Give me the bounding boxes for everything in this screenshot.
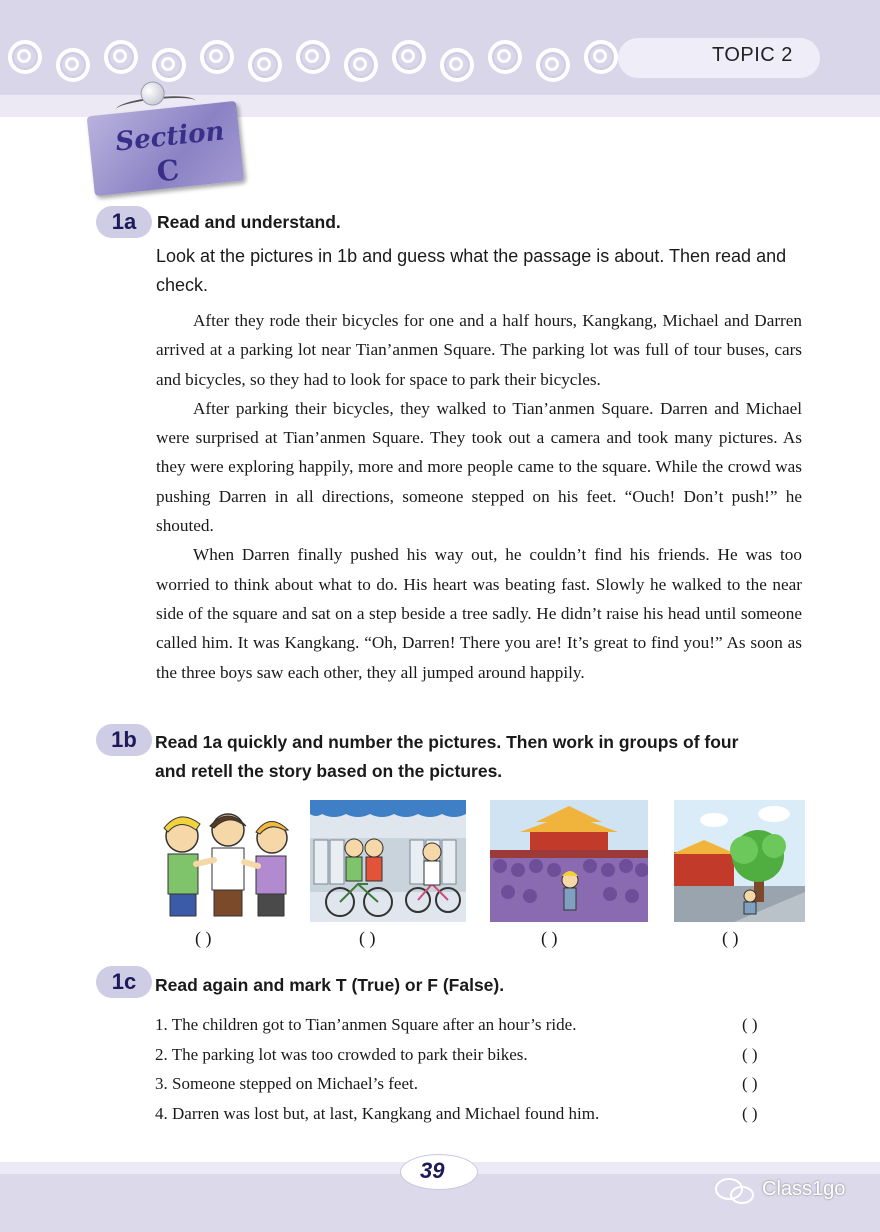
passage-paragraph-2: After parking their bicycles, they walked to Tian’anmen Square. Darren and Michael were surprised at Tian’anmen Square. They took out a camera and took many pictures. As they were exploring happily, more and more people came to the square. While the crowd was pushing Darren in all directions, someone stepped on his feet. “Ouch! Don’t push!” he shouted.	[156, 398, 802, 536]
picture-blank-3[interactable]: ( )	[541, 928, 558, 948]
reading-passage	[156, 306, 802, 687]
answer-blank[interactable]: ( )	[742, 1103, 758, 1123]
answer-blank[interactable]: ( )	[742, 1015, 758, 1034]
picture-blank-2[interactable]: ( )	[359, 928, 376, 948]
sign-board	[87, 101, 245, 196]
picture-parking-lot	[310, 800, 466, 922]
picture-blank-1[interactable]: ( )	[195, 928, 212, 948]
exercise-title-1a: Read and understand.	[157, 212, 341, 232]
section-sign	[85, 88, 254, 200]
answer-blank[interactable]: ( )	[742, 1044, 758, 1064]
exercise-badge-1c: 1c	[96, 966, 152, 998]
exercise-instruction-1a: Look at the pictures in 1b and guess what the passage is about. Then read and check.	[156, 246, 787, 295]
answer-blank[interactable]: ( )	[742, 1074, 758, 1093]
list-item	[155, 1069, 795, 1099]
picture-blank-4[interactable]: ( )	[722, 928, 739, 948]
statement-text: 4. Darren was lost but, at last, Kangkang and Michael found him.	[155, 1103, 600, 1123]
list-item	[155, 1099, 795, 1129]
section-word: Section	[113, 116, 226, 158]
topic-label: TOPIC 2	[712, 44, 793, 66]
list-item	[155, 1040, 795, 1070]
exercise-badge-1b: 1b	[96, 724, 152, 756]
chat-bubble-icon	[714, 1176, 756, 1206]
picture-tiananmen-crowd	[490, 800, 648, 922]
page-number: 39	[420, 1158, 445, 1183]
exercise-title-1b-line1: Read 1a quickly and number the pictures. Then work in groups of four	[155, 732, 739, 752]
passage-paragraph-1: After they rode their bicycles for one and a half hours, Kangkang, Michael and Darren arrived at a parking lot near Tian’anmen Square. The parking lot was full of tour buses, cars and bicycles, so they had to look for space to park their bicycles.	[156, 311, 802, 389]
true-false-list	[155, 1010, 795, 1128]
picture-sitting-by-tree	[674, 800, 805, 922]
exercise-title-1c: Read again and mark T (True) or F (False).	[155, 975, 505, 995]
watermark: Class1go	[762, 1178, 846, 1200]
statement-text: 1. The children got to Tian’anmen Square after an hour’s ride.	[155, 1015, 577, 1034]
list-item	[155, 1010, 795, 1040]
statement-text: 3. Someone stepped on Michael’s feet.	[155, 1074, 418, 1093]
statement-text: 2. The parking lot was too crowded to park their bikes.	[155, 1044, 528, 1064]
exercise-title-1b-line2: and retell the story based on the pictures.	[155, 761, 503, 781]
section-letter: C	[155, 153, 181, 189]
picture-three-boys	[150, 800, 300, 922]
exercise-badge-1a: 1a	[96, 206, 152, 238]
passage-paragraph-3: When Darren finally pushed his way out, he couldn’t find his friends. He was too worried to think about what to do. His heart was beating fast. Slowly he walked to the near side of the square and sat on a step beside a tree sadly. He didn’t raise his head until someone called him. It was Kangkang. “Oh, Darren! There you are! It’s great to find you!” As soon as the three boys saw each other, they all jumped around happily.	[156, 545, 802, 682]
ring-decoration	[0, 36, 620, 86]
